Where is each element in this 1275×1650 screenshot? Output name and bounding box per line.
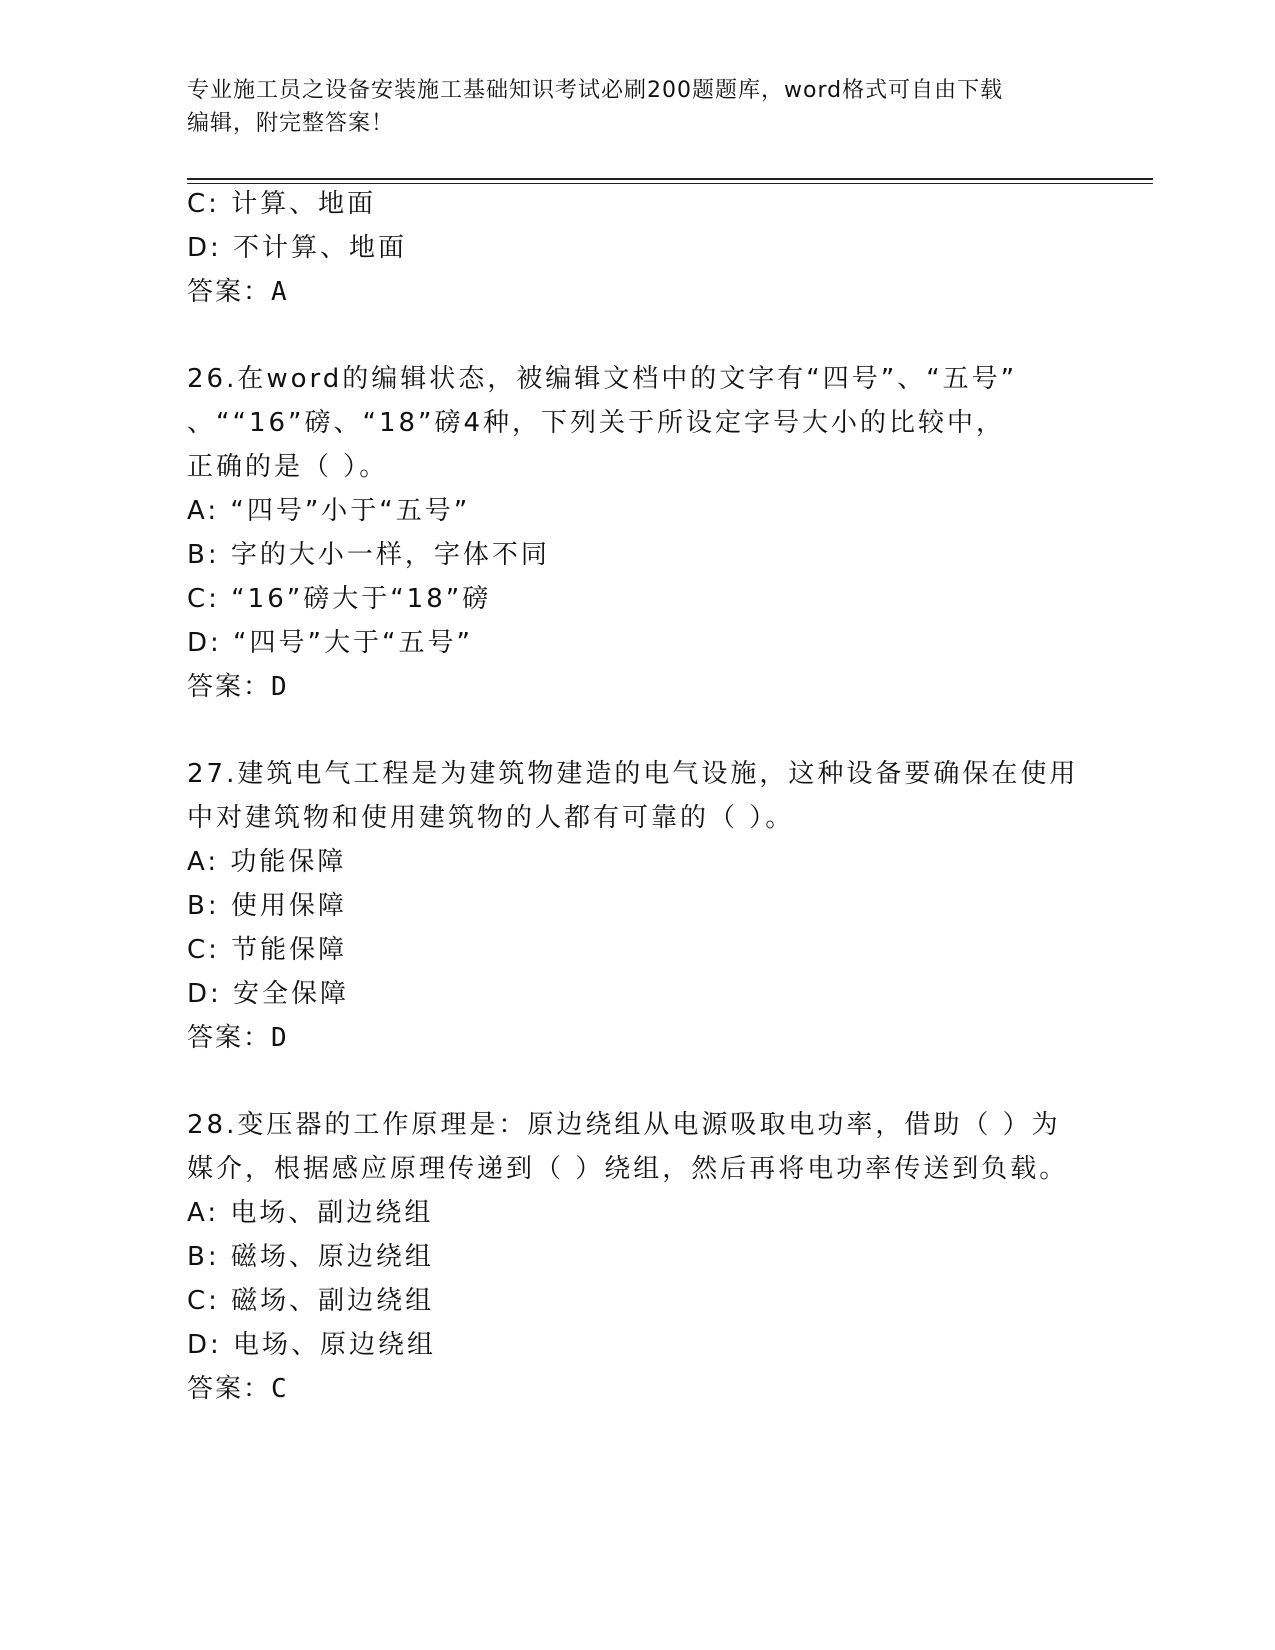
- q25-option-c: C: 计算、地面: [187, 189, 377, 219]
- q25-option-d: D: 不计算、地面: [187, 233, 408, 263]
- q27-option-b: B: 使用保障: [187, 891, 347, 921]
- header-line-2: 编辑，附完整答案！: [187, 111, 395, 136]
- header-rule-thin: [187, 183, 1153, 184]
- q26-stem-line-3: 正确的是（ ）。: [187, 452, 389, 482]
- q27-answer: 答案：D: [187, 1023, 289, 1053]
- q26-stem-line-2: 、““16”磅、“18”磅4种，下列关于所设定字号大小的比较中，: [187, 408, 1006, 438]
- q26-option-a: A: “四号”小于“五号”: [187, 496, 471, 526]
- q27-option-d: D: 安全保障: [187, 979, 350, 1009]
- q26-option-d: D: “四号”大于“五号”: [187, 628, 473, 658]
- q28-option-c: C: 磁场、副边绕组: [187, 1286, 435, 1316]
- q28-option-b: B: 磁场、原边绕组: [187, 1242, 434, 1272]
- document-header: [187, 74, 1067, 140]
- q28-stem-line-1: 28.变压器的工作原理是：原边绕组从电源吸取电功率，借助（ ）为: [187, 1110, 1061, 1140]
- q26-stem-line-1: 26.在word的编辑状态，被编辑文档中的文字有“四号”、“五号”: [187, 364, 1018, 394]
- q27-stem-line-2: 中对建筑物和使用建筑物的人都有可靠的（ ）。: [187, 803, 795, 833]
- q27-stem-line-1: 27.建筑电气工程是为建筑物建造的电气设施，这种设备要确保在使用: [187, 759, 1079, 789]
- q26-option-b: B: 字的大小一样，字体不同: [187, 540, 550, 570]
- q25-answer: 答案：A: [187, 277, 289, 307]
- header-line-1: 专业施工员之设备安装施工基础知识考试必刷200题题库，word格式可自由下载: [187, 78, 1004, 103]
- q27-option-a: A: 功能保障: [187, 847, 347, 877]
- q28-answer: 答案：C: [187, 1374, 289, 1404]
- header-rule-thick: [187, 178, 1153, 180]
- q28-option-a: A: 电场、副边绕组: [187, 1198, 434, 1228]
- q26-answer: 答案：D: [187, 672, 289, 702]
- q27-option-c: C: 节能保障: [187, 935, 348, 965]
- q28-stem-line-2: 媒介，根据感应原理传递到（ ）绕组，然后再将电功率传送到负载。: [187, 1154, 1069, 1184]
- q26-option-c: C: “16”磅大于“18”磅: [187, 584, 492, 614]
- q28-option-d: D: 电场、原边绕组: [187, 1330, 437, 1360]
